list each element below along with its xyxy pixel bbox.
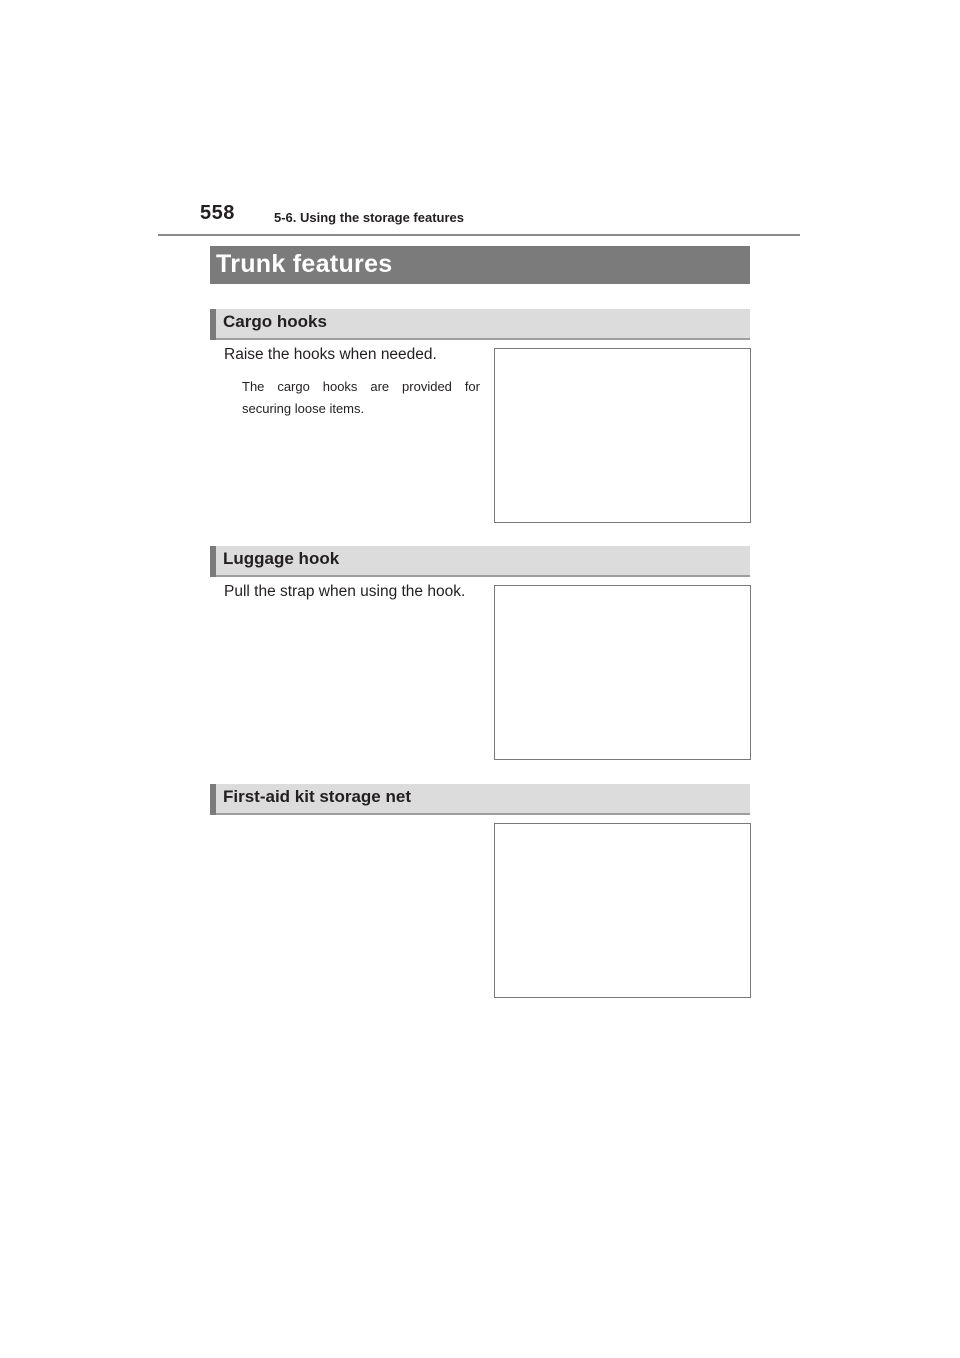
chapter-section-label: 5-6. Using the storage features xyxy=(274,210,464,225)
section-heading-first-aid-net xyxy=(210,784,750,815)
page-number: 558 xyxy=(200,202,235,224)
cargo-hooks-note: The cargo hooks are provided for securing loose items. xyxy=(242,379,480,416)
first-aid-net-illustration xyxy=(494,823,751,998)
section-heading-text: First-aid kit storage net xyxy=(223,787,411,806)
cargo-hooks-instruction: Raise the hooks when needed. xyxy=(224,346,437,363)
section-heading-cargo-hooks xyxy=(210,309,750,340)
page-title-bar xyxy=(210,246,750,284)
section-heading-text: Luggage hook xyxy=(223,549,340,568)
page-title: Trunk features xyxy=(216,250,393,278)
luggage-hook-instruction: Pull the strap when using the hook. xyxy=(224,583,466,600)
luggage-hook-illustration xyxy=(494,585,751,760)
section-heading-luggage-hook xyxy=(210,546,750,577)
page-header xyxy=(158,200,800,236)
cargo-hooks-illustration xyxy=(494,348,751,523)
section-heading-text: Cargo hooks xyxy=(223,312,327,331)
